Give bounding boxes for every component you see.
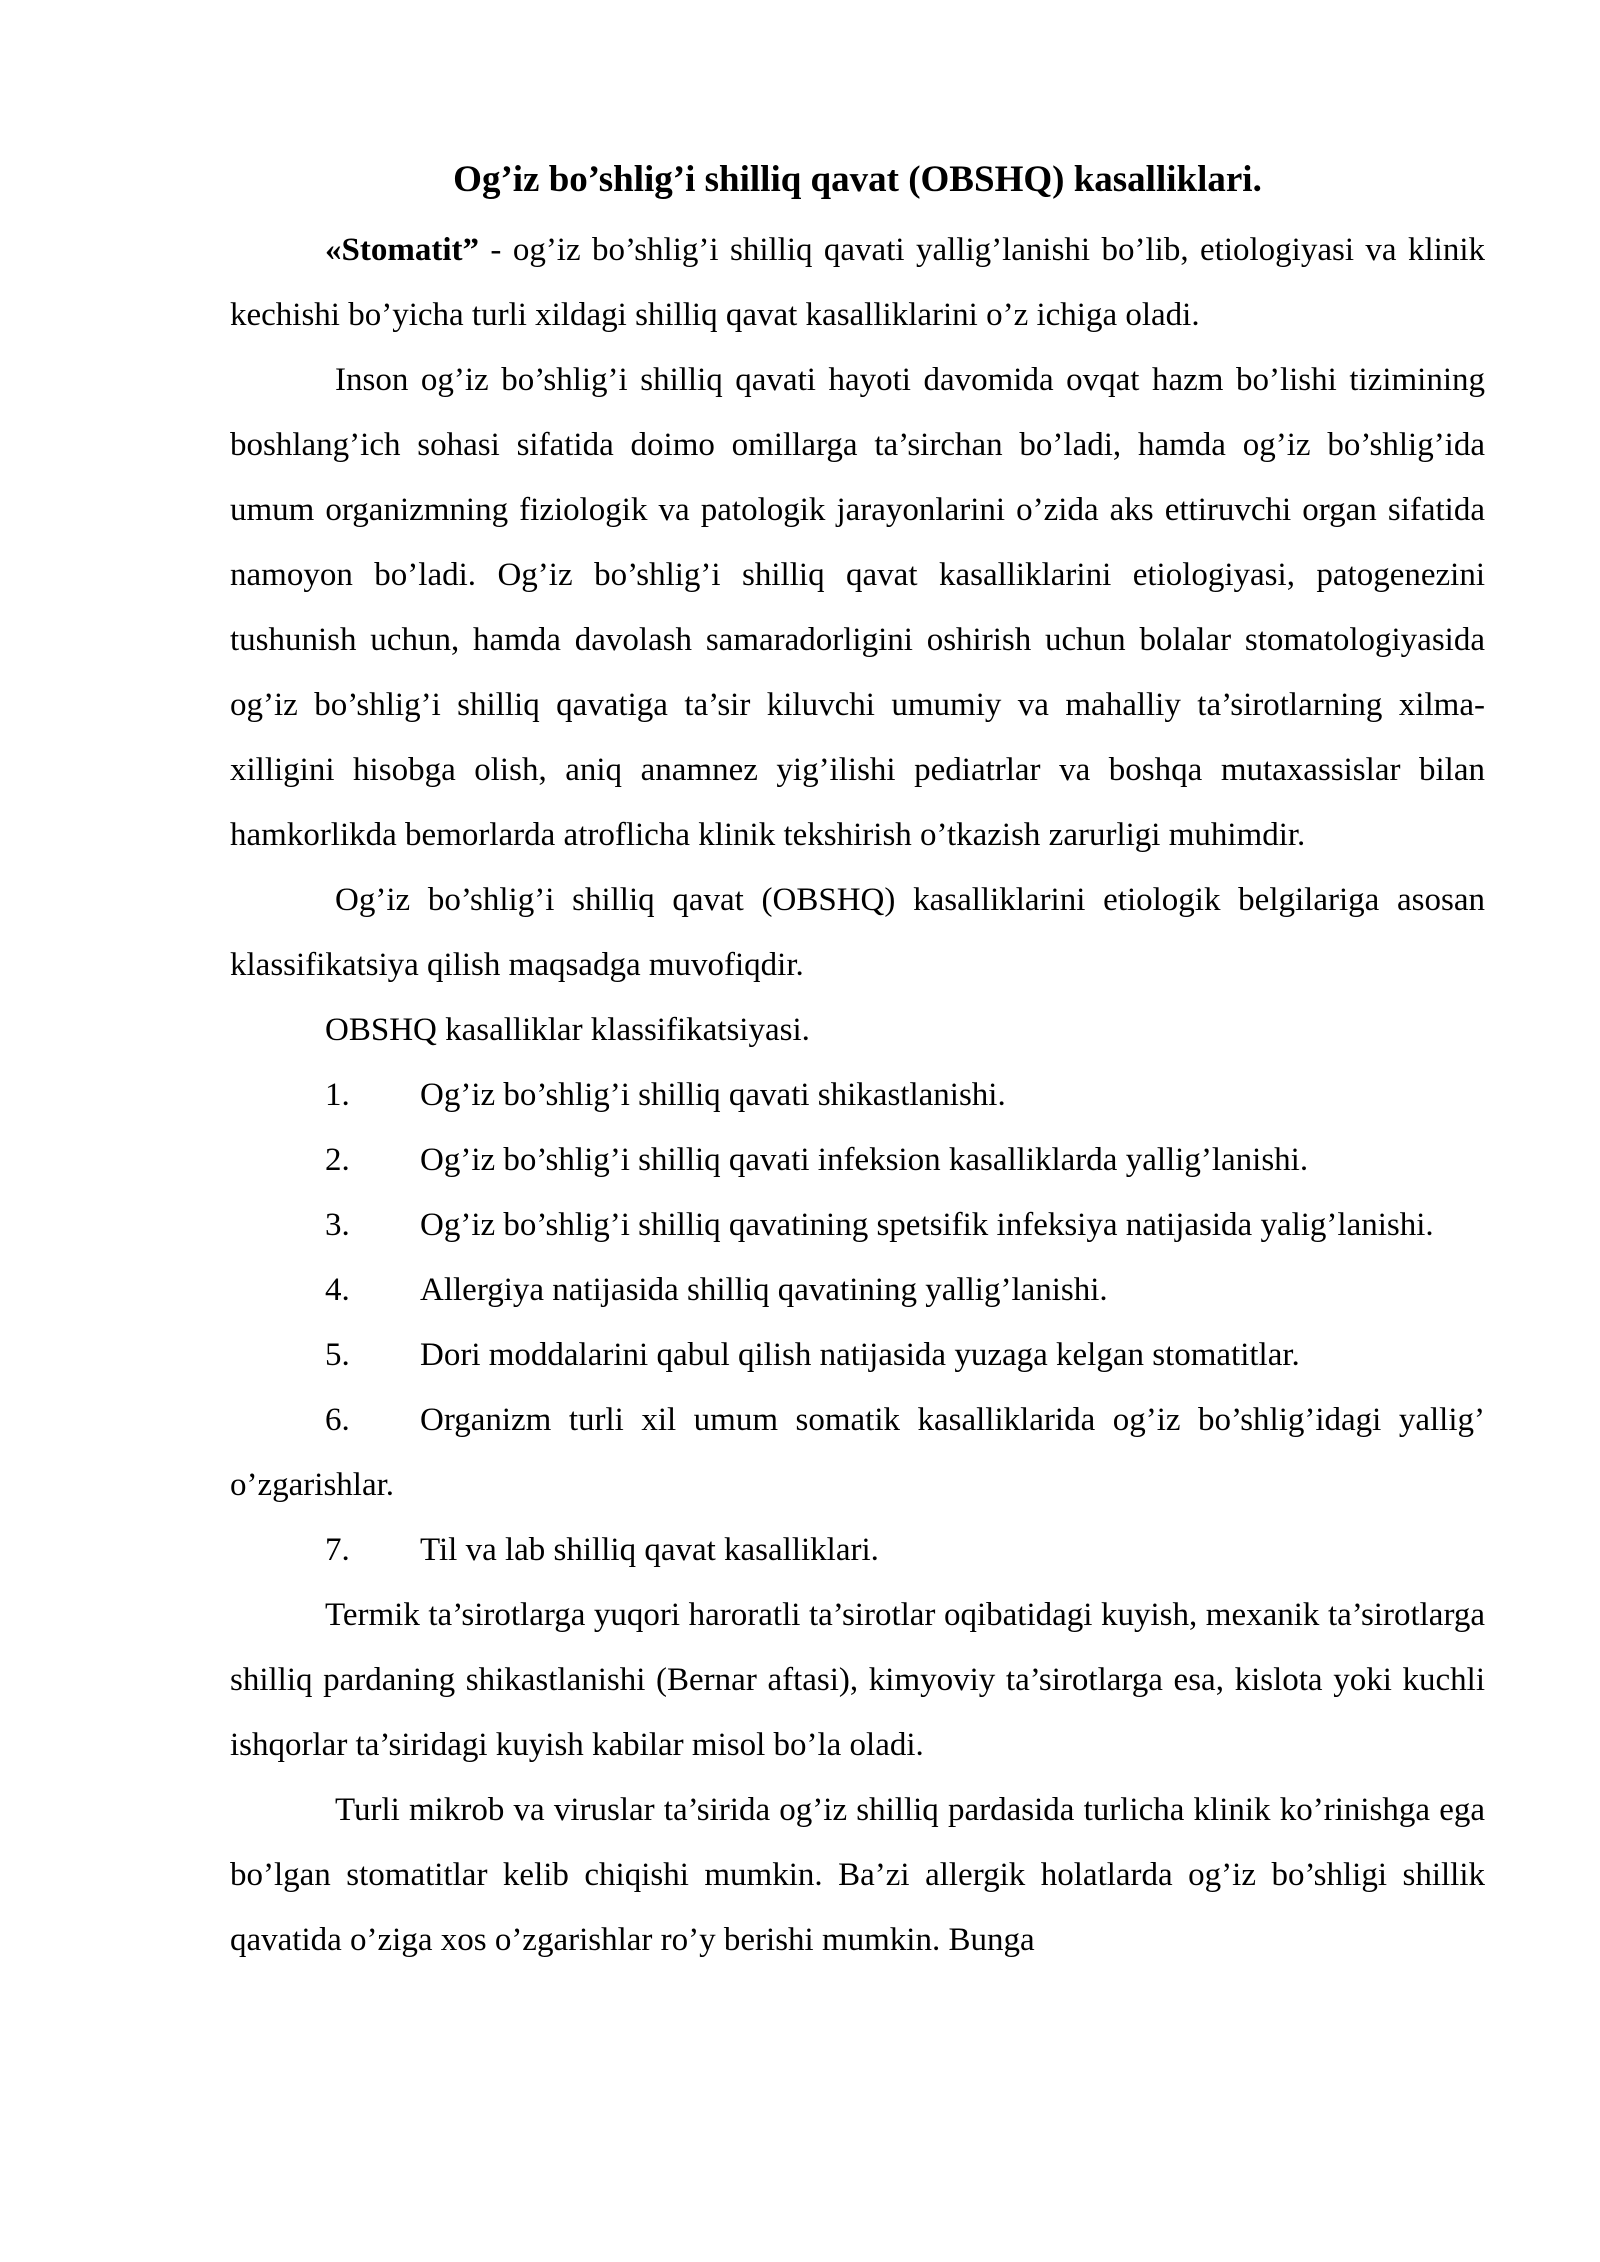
paragraph-3: Termik ta’sirotlarga yuqori haroratli ta’sirotlar oqibatidagi kuyish, mexanik ta’sirotlarga shilliq pardaning shikastlanishi (Bernar aftasi), kimyoviy ta’sirotlarga esa, kislota yoki kuchli ishqorlar ta’siridagi kuyish kabilar misol bo’la oladi. — [230, 1597, 1485, 1763]
intro-bold-term: «Stomatit” — [325, 232, 479, 268]
list-item-text: Til va lab shilliq qavat kasalliklari. — [420, 1532, 879, 1568]
list-item — [230, 1388, 1485, 1518]
list-item-number: 5. — [325, 1337, 350, 1373]
list-item — [230, 1323, 1485, 1388]
list-item-number: 7. — [325, 1532, 350, 1568]
list-item — [230, 1193, 1485, 1258]
list-item-number: 3. — [325, 1207, 350, 1243]
paragraph-4: Turli mikrob va viruslar ta’sirida og’iz shilliq pardasida turlicha klinik ko’rinishga ega bo’lgan stomatitlar kelib chiqishi mumkin. Ba’zi allergik holatlarda og’iz bo’shligi shillik qavatida o’ziga xos o’zgarishlar ro’y berishi mumkin. Bunga — [230, 1792, 1485, 1958]
paragraph-1: Inson og’iz bo’shlig’i shilliq qavati hayoti davomida ovqat hazm bo’lishi tizimining boshlang’ich sohasi sifatida doimo omillarga ta’sirchan bo’ladi, hamda og’iz bo’shlig’ida umum organizmning fiziologik va patologik jarayonlarini o’zida aks ettiruvchi organ sifatida namoyon bo’ladi. Og’iz bo’shlig’i shilliq qavat kasalliklarini etiologiyasi, patogenezini tushunish uchun, hamda davolash samaradorligini oshirish uchun bolalar stomatologiyasida og’iz bo’shlig’i shilliq qavatiga ta’sir kiluvchi umumiy va mahalliy ta’sirotlarning xilma-xilligini hisobga olish, aniq anamnez yig’ilishi pediatrlar va boshqa mutaxassislar bilan hamkorlikda bemorlarda atroflicha klinik tekshirish o’tkazish zarurligi muhimdir. — [230, 362, 1485, 853]
list-item-text: Og’iz bo’shlig’i shilliq qavati infeksion kasalliklarda yallig’lanishi. — [420, 1142, 1309, 1178]
intro-text: - og’iz bo’shlig’i shilliq qavati yallig’lanishi bo’lib, etiologiyasi va klinik kechishi bo’yicha turli xildagi shilliq qavat kasalliklarini o’z ichiga oladi. — [230, 232, 1485, 333]
list-item-text: Allergiya natijasida shilliq qavatining yallig’lanishi. — [420, 1272, 1108, 1308]
list-item-number: 2. — [325, 1142, 350, 1178]
list-item-number: 1. — [325, 1077, 350, 1113]
document-page — [230, 155, 1485, 1973]
list-item-number: 4. — [325, 1272, 350, 1308]
list-item-text: Og’iz bo’shlig’i shilliq qavati shikastlanishi. — [420, 1077, 1006, 1113]
list-item-text: Dori moddalarini qabul qilish natijasida yuzaga kelgan stomatitlar. — [420, 1337, 1300, 1373]
classification-heading: OBSHQ kasalliklar klassifikatsiyasi. — [325, 1012, 810, 1048]
intro-paragraph — [230, 218, 1485, 348]
list-item-text: Og’iz bo’shlig’i shilliq qavatining spetsifik infeksiya natijasida yalig’lanishi. — [420, 1207, 1434, 1243]
list-item — [230, 1063, 1485, 1128]
list-item-number: 6. — [325, 1402, 350, 1438]
paragraph-2: Og’iz bo’shlig’i shilliq qavat (OBSHQ) kasalliklarini etiologik belgilariga asosan klassifikatsiya qilish maqsadga muvofiqdir. — [230, 882, 1485, 983]
list-item — [230, 1258, 1485, 1323]
list-item — [230, 1128, 1485, 1193]
list-item — [230, 1518, 1485, 1583]
document-title: Og’iz bo’shlig’i shilliq qavat (OBSHQ) kasalliklari. — [453, 159, 1262, 200]
list-item-text: Organizm turli xil umum somatik kasalliklarida og’iz bo’shlig’idagi yallig’ o’zgarishlar. — [230, 1402, 1485, 1503]
classification-list — [230, 1063, 1485, 1583]
